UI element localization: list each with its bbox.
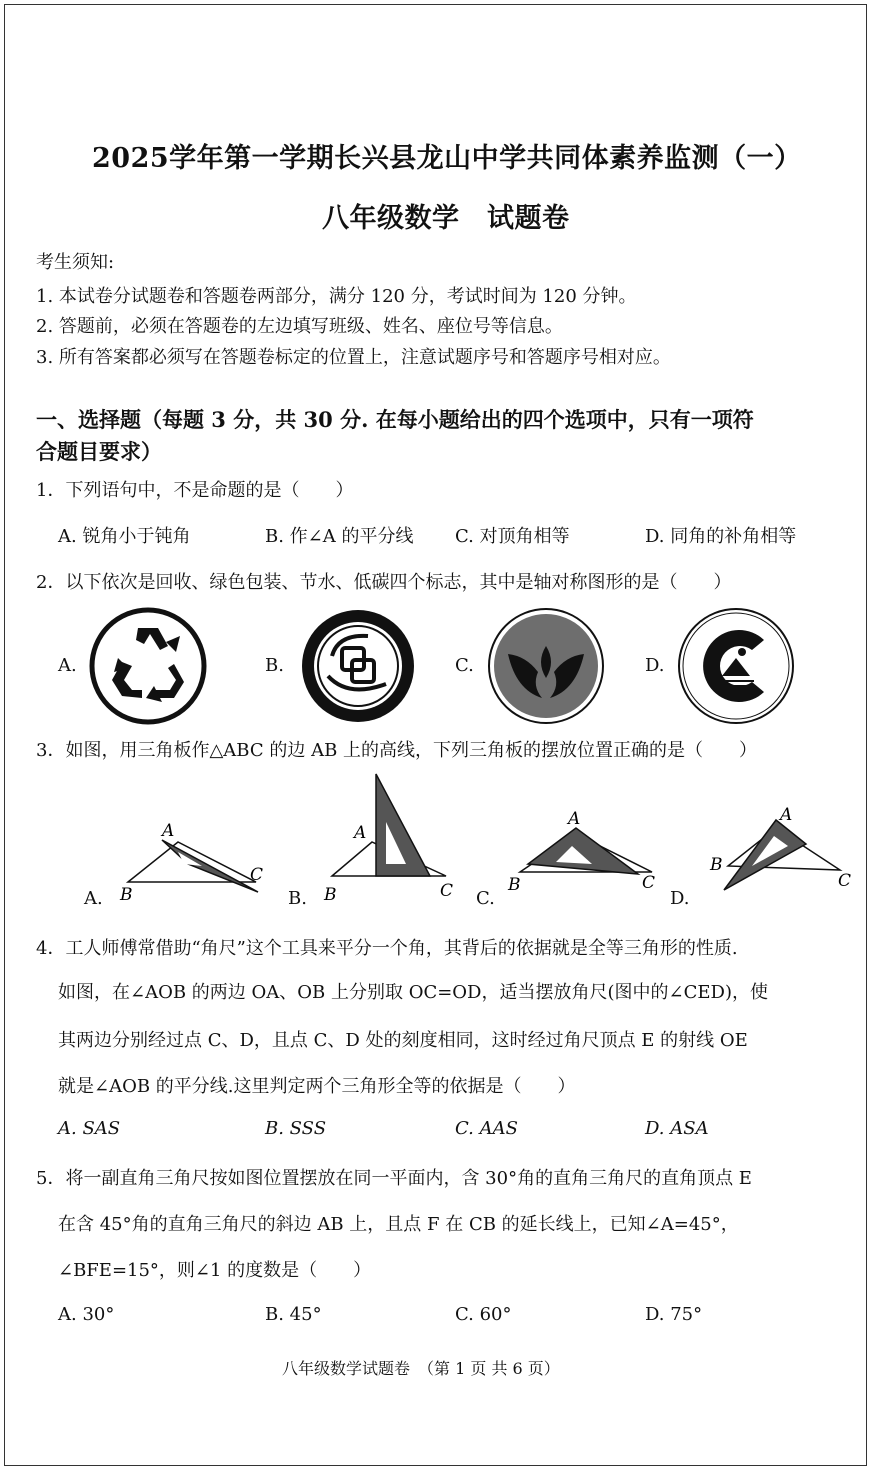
svg-text:A: A [780,805,793,825]
q3-label-b: B. [288,888,307,909]
page-title: 2025学年第一学期长兴县龙山中学共同体素养监测（一） [92,143,802,174]
notice-item: 1. 本试卷分试题卷和答题卷两部分，满分 120 分，考试时间为 120 分钟。 [36,286,637,307]
green-packaging-logo-icon [298,606,418,726]
svg-text:B: B [120,885,133,905]
q5-option-d: D. 75° [645,1304,703,1325]
recycle-logo-icon [88,606,208,726]
q3-figure-a [118,820,268,905]
q2-label-b: B. [265,655,284,676]
svg-text:B: B [324,885,337,905]
q3-label-d: D. [670,888,690,909]
question-4-line: 4．工人师傅常借助“角尺”这个工具来平分一个角，其背后的依据就是全等三角形的性质. [36,938,738,959]
question-4-line: 就是∠AOB 的平分线.这里判定两个三角形全等的依据是（ ） [58,1076,576,1097]
q2-label-d: D. [645,655,665,676]
q4-option-a: A. SAS [58,1118,121,1139]
q1-option-c: C. 对顶角相等 [455,526,570,547]
q2-label-a: A. [58,655,77,676]
question-4-line: 其两边分别经过点 C、D，且点 C、D 处的刻度相同，这时经过角尺顶点 E 的射线 OE [58,1030,748,1051]
water-saving-logo-icon [486,606,606,726]
svg-text:B: B [710,855,723,875]
q4-option-b: B. SSS [265,1118,327,1139]
question-5-line: ∠BFE=15°，则∠1 的度数是（ ） [58,1260,372,1281]
svg-text:C: C [838,871,852,891]
svg-text:A: A [568,809,581,829]
q2-label-c: C. [455,655,474,676]
q1-option-d: D. 同角的补角相等 [645,526,797,547]
q5-option-c: C. 60° [455,1304,512,1325]
svg-text:C: C [642,873,656,893]
svg-text:A: A [162,821,175,841]
notice-item: 2. 答题前，必须在答题卷的左边填写班级、姓名、座位号等信息。 [36,316,563,337]
page-subtitle: 八年级数学 试题卷 [322,203,570,234]
question-4-line: 如图，在∠AOB 的两边 OA、OB 上分别取 OC=OD，适当摆放角尺(图中的∠CED)，使 [58,982,768,1003]
q5-option-a: A. 30° [58,1304,115,1325]
q3-figure-d [706,806,866,902]
q3-figure-c [506,808,666,904]
q1-option-b: B. 作∠A 的平分线 [265,526,414,547]
q4-option-d: D. ASA [645,1118,709,1139]
question-5-line: 在含 45°角的直角三角尺的斜边 AB 上，且点 F 在 CB 的延长线上，已知∠A=45°， [58,1214,739,1235]
question-1-stem: 1．下列语句中，不是命题的是（ ） [36,480,354,501]
q3-label-a: A. [84,888,103,909]
page-footer: 八年级数学试题卷 （第 1 页 共 6 页） [282,1359,560,1378]
svg-text:C: C [440,881,454,901]
q5-option-b: B. 45° [265,1304,322,1325]
notice-item: 3. 所有答案都必须写在答题卷标定的位置上，注意试题序号和答题序号相对应。 [36,347,671,368]
q1-option-a: A. 锐角小于钝角 [58,526,191,547]
notice-heading: 考生须知: [36,252,115,273]
q3-label-c: C. [476,888,495,909]
question-3-stem: 3．如图，用三角板作△ABC 的边 AB 上的高线，下列三角板的摆放位置正确的是（ ） [36,740,758,761]
q4-option-c: C. AAS [455,1118,518,1139]
section-heading-cont: 合题目要求） [36,439,162,464]
q3-figure-b [322,774,472,905]
svg-text:A: A [354,823,367,843]
section-heading: 一、选择题（每题 3 分，共 30 分. 在每小题给出的四个选项中，只有一项符 [36,407,754,432]
svg-text:C: C [250,865,264,885]
low-carbon-logo-icon [676,606,796,726]
svg-text:B: B [508,875,521,895]
question-2-stem: 2．以下依次是回收、绿色包装、节水、低碳四个标志，其中是轴对称图形的是（ ） [36,572,732,593]
question-5-line: 5．将一副直角三角尺按如图位置摆放在同一平面内，含 30°角的直角三角尺的直角顶点 E [36,1168,752,1189]
